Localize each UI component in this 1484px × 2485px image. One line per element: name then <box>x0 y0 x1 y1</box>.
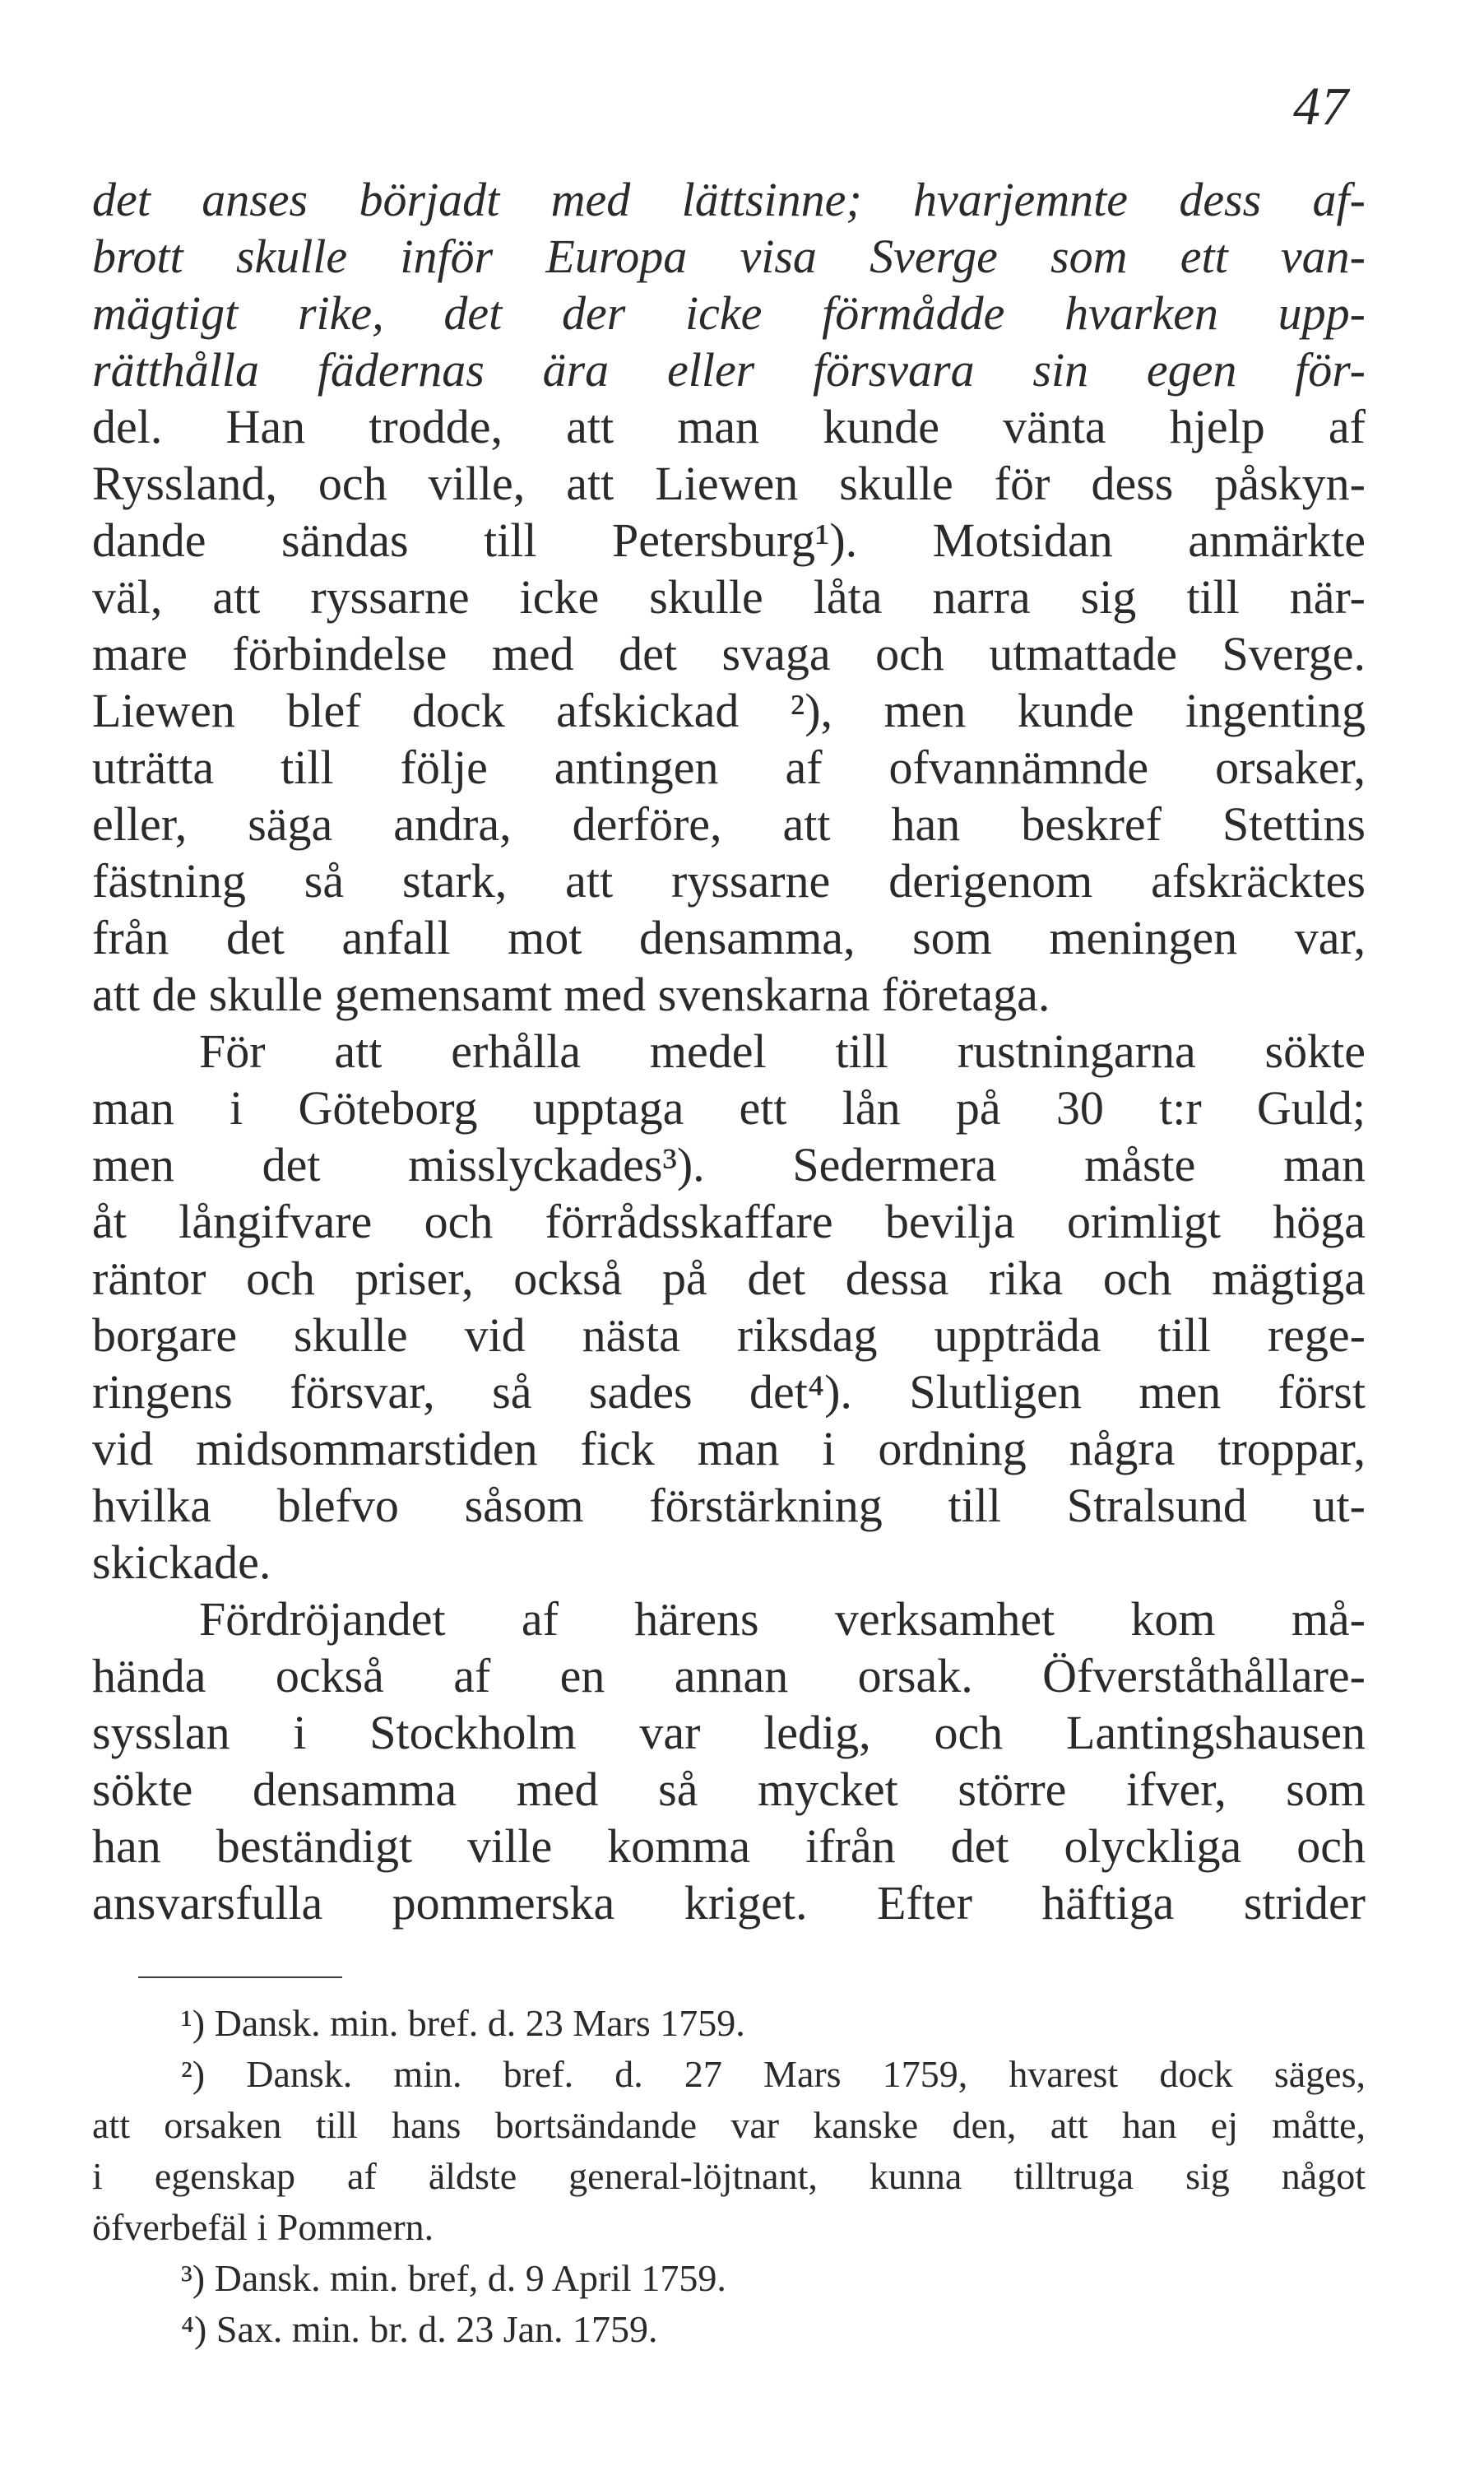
footnotes <box>92 1998 1366 2355</box>
text-line: fästning så stark, att ryssarne derigenom afskräcktes <box>92 854 1366 908</box>
footnote-line: öfverbefäl i Pommern. <box>92 2206 434 2248</box>
footnote-line: ²) Dansk. min. bref. d. 27 Mars 1759, hvarest dock säges, <box>181 2053 1366 2095</box>
text-line: Ryssland, och ville, att Liewen skulle för dess påskyn- <box>92 457 1366 510</box>
text-line: brott skulle inför Europa visa Sverge som ett van- <box>92 230 1366 283</box>
text-line: eller, säga andra, derföre, att han beskref Stettins <box>92 797 1366 851</box>
text-line: vid midsommarstiden fick man i ordning några troppar, <box>92 1422 1366 1475</box>
text-line: hända också af en annan orsak. Öfverståthållare- <box>92 1649 1366 1702</box>
text-line: åt långifvare och förrådsskaffare bevilja orimligt höga <box>92 1195 1366 1248</box>
text-line: räntor och priser, också på det dessa rika och mägtiga <box>92 1252 1366 1305</box>
text-line: sökte densamma med så mycket större ifver, som <box>92 1763 1366 1816</box>
page-number: 47 <box>1293 77 1349 137</box>
text-line: skickade. <box>92 1535 271 1589</box>
text-line: det anses börjadt med lättsinne; hvarjemnte dess af- <box>92 173 1366 226</box>
text-line: del. Han trodde, att man kunde vänta hjelp af <box>92 400 1366 453</box>
text-line: sysslan i Stockholm var ledig, och Lantingshausen <box>92 1706 1366 1759</box>
text-line: men det misslyckades³). Sedermera måste man <box>92 1138 1366 1191</box>
text-line: rätthålla fädernas ära eller försvara sin egen för- <box>92 343 1366 397</box>
text-line: att de skulle gemensamt med svenskarna företaga. <box>92 968 1050 1021</box>
text-line: väl, att ryssarne icke skulle låta narra sig till när- <box>92 570 1366 624</box>
text-line: från det anfall mot densamma, som meningen var, <box>92 911 1366 964</box>
text-line: hvilka blefvo såsom förstärkning till Stralsund ut- <box>92 1479 1366 1532</box>
text-line: dande sändas till Petersburg¹). Motsidan anmärkte <box>92 513 1366 567</box>
text-line: mare förbindelse med det svaga och utmattade Sverge. <box>92 627 1366 680</box>
text-line: borgare skulle vid nästa riksdag uppträda till rege- <box>92 1308 1366 1362</box>
footnote-line: i egenskap af äldste general-löjtnant, kunna tilltruga sig något <box>92 2155 1366 2197</box>
text-line: ansvarsfulla pommerska kriget. Efter häftiga strider <box>92 1876 1366 1930</box>
text-line: Liewen blef dock afskickad ²), men kunde ingenting <box>92 684 1366 737</box>
text-line: mägtigt rike, det der icke förmådde hvarken upp- <box>92 286 1366 340</box>
footnote-separator <box>138 1976 342 1978</box>
footnote-line: ⁴) Sax. min. br. d. 23 Jan. 1759. <box>181 2308 658 2350</box>
text-line: Fördröjandet af härens verksamhet kom må- <box>199 1592 1366 1646</box>
footnote-line: ³) Dansk. min. bref, d. 9 April 1759. <box>181 2257 726 2299</box>
footnote-line: att orsaken till hans bortsändande var kanske den, att han ej måtte, <box>92 2104 1366 2146</box>
text-line: han beständigt ville komma ifrån det olyckliga och <box>92 1819 1366 1873</box>
text-line: ringens försvar, så sades det⁴). Slutligen men först <box>92 1365 1366 1419</box>
text-line: man i Göteborg upptaga ett lån på 30 t:r Guld; <box>92 1081 1366 1135</box>
text-line: För att erhålla medel till rustningarna sökte <box>199 1024 1366 1078</box>
body-text <box>92 171 1366 1931</box>
text-line: uträtta till följe antingen af ofvannämnde orsaker, <box>92 741 1366 794</box>
footnote-line: ¹) Dansk. min. bref. d. 23 Mars 1759. <box>181 2002 745 2044</box>
